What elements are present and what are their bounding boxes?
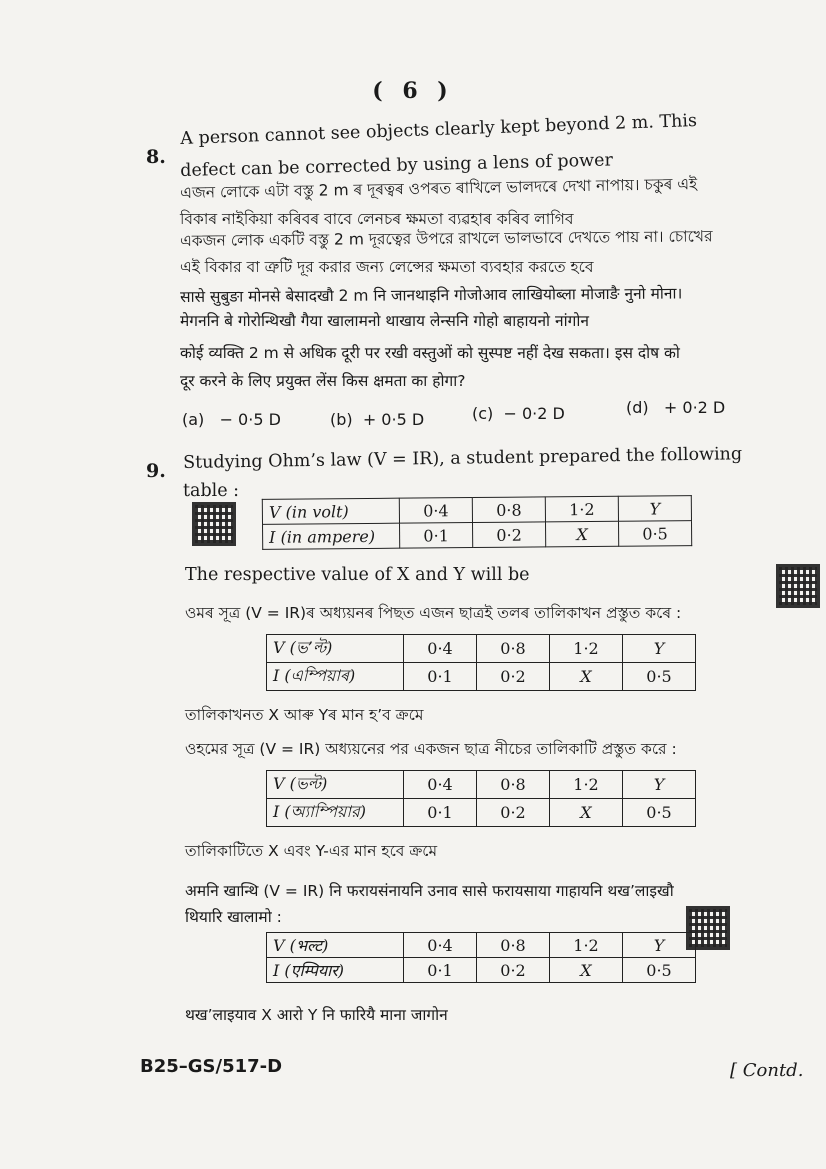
table-cell: 0·2 — [477, 958, 550, 983]
table-cell: X — [550, 799, 623, 827]
continued-label: [ Contd. — [730, 1060, 804, 1081]
q8-bodo-line-1: सासे सुबुङा मोनसे बेसादखौ 2 m नि जानथाइनि गोजोआव लाखियोब्ला मोजाङै नुनो मोना। — [180, 284, 683, 306]
table-cell: 1·2 — [550, 635, 623, 663]
ohm-table-assamese — [266, 634, 696, 691]
table-cell: 0·2 — [477, 663, 550, 691]
table-cell: 0·4 — [404, 635, 477, 663]
table-row — [267, 958, 696, 983]
table-row — [262, 496, 691, 525]
table-cell: V (in volt) — [262, 498, 399, 524]
ohm-table-bodo — [266, 932, 696, 983]
q8-option-d: (d) + 0·2 D — [626, 398, 726, 417]
ohm-table-bengali — [266, 770, 696, 827]
table-cell: 0·5 — [623, 663, 696, 691]
table-cell: 1·2 — [545, 496, 618, 522]
q9-english-after: The respective value of X and Y will be — [185, 565, 530, 585]
q9-bodo-after: थख’लाइयाव X आरो Y नि फारियै माना जागोन — [185, 1006, 448, 1024]
table-cell: 0·1 — [404, 799, 477, 827]
q8-option-a: (a) − 0·5 D — [182, 410, 281, 429]
table-row — [263, 521, 692, 550]
q8-english-line-1: A person cannot see objects clearly kept beyond 2 m. This — [180, 110, 698, 149]
table-cell: 0·8 — [472, 497, 545, 523]
table-cell: I (এম্পিয়াৰ) — [267, 663, 404, 691]
table-cell: I (অ্যাম্পিয়ার) — [267, 799, 404, 827]
table-row — [267, 799, 696, 827]
table-row — [267, 933, 696, 958]
qr-code-icon — [776, 564, 820, 608]
table-cell: 0·5 — [618, 521, 691, 547]
q8-assamese-line-2: বিকাৰ নাইকিয়া কৰিবৰ বাবে লেনচৰ ক্ষমতা ব্যৱহাৰ কৰিব লাগিব — [180, 210, 574, 228]
table-cell: 0·2 — [473, 522, 546, 548]
q9-bodo-intro-line-1: अमनि खान्थि (V = IR) नि फरायसंनायनि उनाव सासे फरायसाया गाहायनि थख’लाइखौ — [185, 882, 674, 900]
q9-assamese-intro: ওমৰ সূত্ৰ (V = IR)ৰ অধ্যয়নৰ পিছত এজন ছাত্ৰই তলৰ তালিকাখন প্ৰস্তুত কৰে : — [185, 604, 682, 622]
table-row — [267, 771, 696, 799]
table-cell: Y — [623, 933, 696, 958]
table-cell: V (भल्ट) — [267, 933, 404, 958]
table-row — [267, 663, 696, 691]
q8-option-c: (c) − 0·2 D — [472, 404, 565, 423]
table-cell: 1·2 — [550, 933, 623, 958]
qr-code-icon — [192, 502, 236, 546]
table-cell: 0·4 — [404, 771, 477, 799]
table-cell: 0·2 — [477, 799, 550, 827]
table-cell: Y — [623, 771, 696, 799]
q8-bodo-line-2: मेगननि बे गोरोन्थिखौ गैया खालामनो थाखाय लेन्सनि गोहो बाहायनो नांगोन — [180, 312, 589, 330]
question-8-number: 8. — [146, 146, 166, 168]
table-cell: X — [550, 958, 623, 983]
q8-bengali-line-1: একজন লোক একটি বস্তু 2 m দূরত্বের উপরে রাখলে ভালভাবে দেখতে পায় না। চোখের — [180, 227, 713, 250]
table-cell: Y — [618, 496, 691, 522]
q9-assamese-after: তালিকাখনত X আৰু Yৰ মান হ’ব ক্ৰমে — [185, 706, 424, 724]
table-cell: X — [550, 663, 623, 691]
table-cell: 1·2 — [550, 771, 623, 799]
table-cell: 0·4 — [399, 498, 472, 524]
table-cell: 0·5 — [623, 958, 696, 983]
q9-bengali-after: তালিকাটিতে X এবং Y-এর মান হবে ক্রমে — [185, 842, 438, 860]
table-cell: 0·5 — [623, 799, 696, 827]
q8-hindi-line-1: कोई व्यक्ति 2 m से अधिक दूरी पर रखी वस्तुओं को सुस्पष्ट नहीं देख सकता। इस दोष को — [180, 344, 680, 362]
table-cell: 0·4 — [404, 933, 477, 958]
table-cell: V (ভল্ট) — [267, 771, 404, 799]
table-cell: 0·1 — [404, 958, 477, 983]
q8-option-b: (b) + 0·5 D — [330, 410, 425, 429]
ohm-table-english — [262, 495, 692, 550]
table-cell: X — [545, 521, 618, 547]
table-cell: I (in ampere) — [263, 523, 400, 549]
table-cell: I (एम्पियार) — [267, 958, 404, 983]
q9-bodo-intro-line-2: थियारि खालामो : — [185, 908, 282, 926]
table-cell: V (ভ’ল্ট) — [267, 635, 404, 663]
table-row — [267, 635, 696, 663]
table-cell: 0·8 — [477, 635, 550, 663]
page-number: ( 6 ) — [372, 78, 454, 104]
q9-bengali-intro: ওহমের সূত্র (V = IR) অধ্যয়নের পর একজন ছাত্র নীচের তালিকাটি প্রস্তুত করে : — [185, 740, 677, 758]
q9-english-line-2: table : — [183, 481, 240, 501]
question-9-number: 9. — [146, 460, 166, 482]
q8-english-line-2: defect can be corrected by using a lens of power — [180, 150, 614, 181]
table-cell: 0·8 — [477, 771, 550, 799]
q8-assamese-line-1: এজন লোকে এটা বস্তু 2 m ৰ দূৰত্বৰ ওপৰত ৰাখিলে ভালদৰে দেখা নাপায়। চকুৰ এই — [180, 174, 698, 202]
q8-hindi-line-2: दूर करने के लिए प्रयुक्त लेंस किस क्षमता का होगा? — [180, 372, 466, 390]
table-cell: Y — [623, 635, 696, 663]
table-cell: 0·8 — [477, 933, 550, 958]
q9-english-line-1: Studying Ohm’s law (V = IR), a student prepared the following — [183, 444, 743, 473]
q8-bengali-line-2: এই বিকার বা ত্রুটি দূর করার জন্য লেন্সের ক্ষমতা ব্যবহার করতে হবে — [180, 258, 594, 276]
paper-code: B25–GS/517-D — [140, 1056, 283, 1077]
table-cell: 0·1 — [400, 523, 473, 549]
table-cell: 0·1 — [404, 663, 477, 691]
